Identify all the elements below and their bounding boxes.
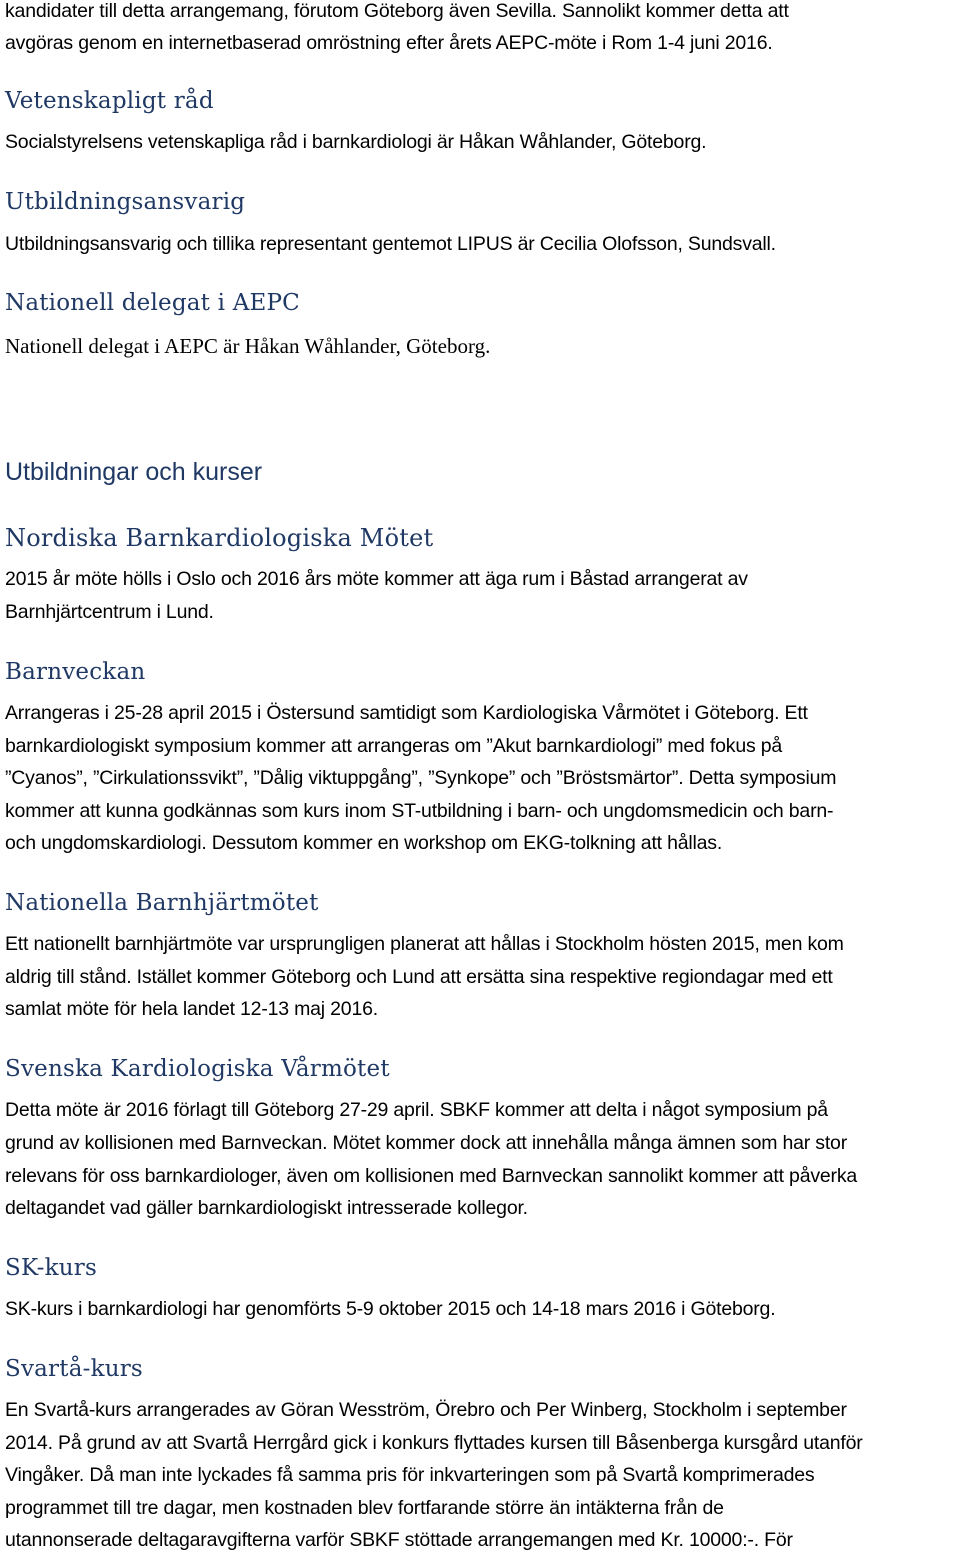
nationell-delegat-text: Nationell delegat i AEPC är Håkan Wåhlander, Göteborg.: [5, 334, 491, 358]
barnveckan-line-4: kommer att kunna godkännas som kurs inom ST-utbildning i barn- och ungdomsmedicin och barn-: [5, 800, 834, 822]
barnveckan-line-3: ”Cyanos”, ”Cirkulationssvikt”, ”Dålig viktuppgång”, ”Synkope” och ”Bröstsmärtor”. Detta symposium: [5, 767, 837, 789]
heading-utbildningar-och-kurser: Utbildningar och kurser: [5, 458, 263, 486]
heading-svarta-kurs: Svartå-kurs: [5, 1356, 143, 1382]
heading-nordiska-motet: Nordiska Barnkardiologiska Mötet: [5, 524, 434, 552]
intro-line-1: kandidater till detta arrangemang, förutom Göteborg även Sevilla. Sannolikt kommer detta att: [5, 0, 789, 22]
varmotet-line-4: deltagandet vad gäller barnkardiologiskt intresserade kollegor.: [5, 1197, 528, 1219]
heading-barnveckan: Barnveckan: [5, 659, 146, 685]
barnveckan-line-5: och ungdomskardiologi. Dessutom kommer en workshop om EKG-tolkning att hållas.: [5, 832, 723, 854]
svarta-line-3: Vingåker. Då man inte lyckades få samma pris för inkvarteringen som på Svartå komprimerades: [5, 1464, 815, 1486]
svarta-line-2: 2014. På grund av att Svartå Herrgård gick i konkurs flyttades kursen till Båsenberga kursgård utanför: [5, 1432, 863, 1454]
heading-sk-kurs: SK-kurs: [5, 1255, 97, 1281]
nordiska-line-2: Barnhjärtcentrum i Lund.: [5, 601, 214, 623]
heading-vetenskapligt-rad: Vetenskapligt råd: [5, 88, 214, 114]
barnveckan-line-2: barnkardiologiskt symposium kommer att arrangeras om ”Akut barnkardiologi” med fokus på: [5, 735, 783, 757]
barnhjartmotet-line-2: aldrig till stånd. Istället kommer Göteborg och Lund att ersätta sina respektive regiondagar med ett: [5, 966, 833, 988]
vetenskapligt-rad-text: Socialstyrelsens vetenskapliga råd i barnkardiologi är Håkan Wåhlander, Göteborg.: [5, 131, 707, 153]
svarta-line-4: programmet till tre dagar, men kostnaden blev fortfarande större än intäkterna från de: [5, 1497, 724, 1519]
heading-utbildningsansvarig: Utbildningsansvarig: [5, 189, 246, 215]
sk-kurs-text: SK-kurs i barnkardiologi har genomförts 5-9 oktober 2015 och 14-18 mars 2016 i Göteborg.: [5, 1298, 776, 1320]
svarta-line-5: utannonserade deltagaravgifterna varför SBKF stöttade arrangemangen med Kr. 10000:-. För: [5, 1529, 793, 1551]
utbildningsansvarig-text: Utbildningsansvarig och tillika representant gentemot LIPUS är Cecilia Olofsson, Sundsvall.: [5, 233, 776, 255]
heading-svenska-varmotet: Svenska Kardiologiska Vårmötet: [5, 1056, 390, 1082]
svarta-line-1: En Svartå-kurs arrangerades av Göran Wesström, Örebro och Per Winberg, Stockholm i september: [5, 1399, 847, 1421]
barnveckan-line-1: Arrangeras i 25-28 april 2015 i Östersund samtidigt som Kardiologiska Vårmötet i Göteborg. Ett: [5, 702, 808, 724]
nordiska-line-1: 2015 år möte hölls i Oslo och 2016 års möte kommer att äga rum i Båstad arrangerat av: [5, 568, 748, 590]
heading-nationell-delegat: Nationell delegat i AEPC: [5, 290, 300, 316]
varmotet-line-1: Detta möte är 2016 förlagt till Göteborg 27-29 april. SBKF kommer att delta i något symposium på: [5, 1099, 828, 1121]
intro-line-2: avgöras genom en internetbaserad omröstning efter årets AEPC-möte i Rom 1-4 juni 2016.: [5, 32, 773, 54]
barnhjartmotet-line-3: samlat möte för hela landet 12-13 maj 2016.: [5, 998, 378, 1020]
varmotet-line-2: grund av kollisionen med Barnveckan. Mötet kommer dock att innehålla många ämnen som har stor: [5, 1132, 847, 1154]
heading-nationella-barnhjartmotet: Nationella Barnhjärtmötet: [5, 890, 319, 916]
barnhjartmotet-line-1: Ett nationellt barnhjärtmöte var ursprungligen planerat att hållas i Stockholm hösten 2015, men kom: [5, 933, 844, 955]
varmotet-line-3: relevans för oss barnkardiologer, även om kollisionen med Barnveckan sannolikt kommer att påverka: [5, 1165, 858, 1187]
